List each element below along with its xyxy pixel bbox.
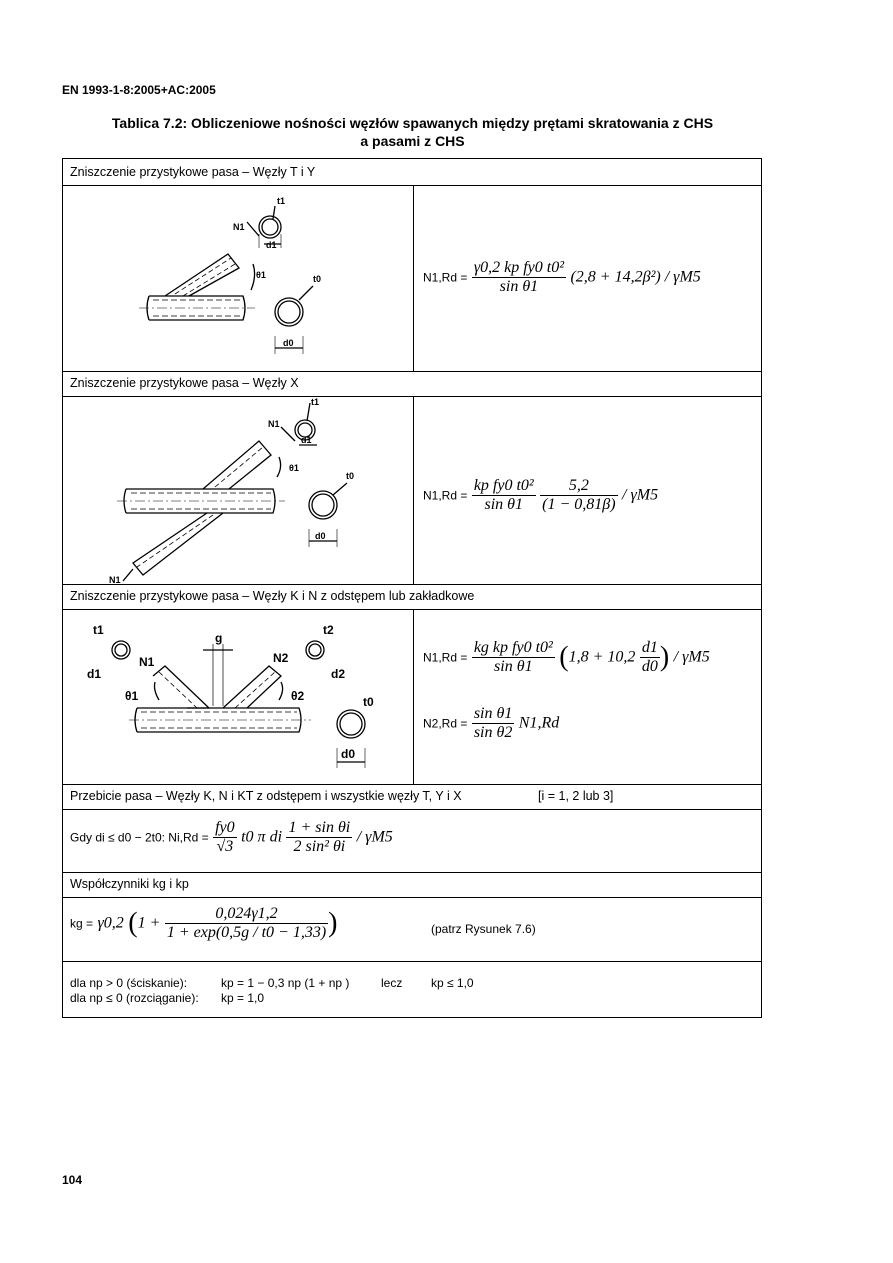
section-ty-joints: Zniszczenie przystykowe pasa – Węzły T i Y bbox=[70, 165, 316, 179]
rule bbox=[63, 584, 761, 585]
punching-index-note: [i = 1, 2 lub 3] bbox=[538, 789, 614, 803]
rule bbox=[63, 784, 761, 785]
formula-numerator: kg kp fy0 t0² bbox=[473, 639, 553, 656]
formula-kn-n1: N1,Rd = $\frac{\text{kg kp fy0 t0²}}{\text{sin θ1}}$ (1,8 + 10,2 $\frac{d1}{d0}$ ) / γM5 bbox=[423, 639, 710, 675]
kp-row1-condition: dla np > 0 (ściskanie): bbox=[70, 976, 188, 990]
column-divider bbox=[413, 185, 414, 371]
kp-row1-but: lecz bbox=[381, 976, 403, 990]
label-d0: d0 bbox=[315, 531, 326, 541]
label-n1-lower: N1 bbox=[109, 575, 121, 584]
x-joint-diagram bbox=[63, 397, 413, 584]
rule bbox=[63, 371, 761, 372]
kp-row2-value: kp = 1,0 bbox=[221, 991, 265, 1005]
table-title-line2: a pasami z CHS bbox=[360, 133, 465, 149]
formula-numerator: 0,024γ1,2 bbox=[215, 905, 278, 922]
label-d1: d1 bbox=[87, 667, 102, 681]
label-theta1: θ1 bbox=[256, 270, 266, 280]
rule bbox=[63, 872, 761, 873]
section-punching-shear: Przebicie pasa – Węzły K, N i KT z odstępem i wszystkie węzły T, Y i X bbox=[70, 789, 462, 803]
formula-paren-content: 1,8 + 10,2 bbox=[568, 648, 636, 666]
label-d2: d2 bbox=[331, 667, 346, 681]
kg-note: (patrz Rysunek 7.6) bbox=[431, 922, 536, 936]
formula-one: 1 + bbox=[137, 914, 161, 932]
brace-tube bbox=[165, 254, 239, 296]
label-g: g bbox=[215, 631, 223, 645]
formula-kg: kg = γ0,2 (1 + $\frac{0,024\gamma 1,2}{1 + \exp(0,5g / t0 - 1,33)}$ ) bbox=[70, 905, 338, 941]
formula-denominator: 1 + exp(0,5g / t0 − 1,33) bbox=[166, 924, 327, 941]
formula-denominator: d0 bbox=[641, 658, 658, 675]
kp-row1-limit: kp ≤ 1,0 bbox=[431, 976, 474, 990]
formula-condition: Gdy di ≤ d0 − 2t0: Ni,Rd = bbox=[70, 830, 209, 845]
formula-numerator: 1 + sin θi bbox=[288, 819, 351, 836]
kp-row1-value: kp = 1 − 0,3 np (1 + np ) bbox=[221, 976, 350, 990]
formula-lhs: kg = bbox=[70, 916, 94, 931]
formula-numerator: γ0,2 kp fy0 t0² bbox=[473, 259, 565, 276]
chord-section bbox=[275, 298, 303, 326]
section-kn-joints: Zniszczenie przystykowe pasa – Węzły K i N z odstępem lub zakładkowe bbox=[70, 589, 475, 603]
formula-gamma: γ0,2 bbox=[97, 914, 124, 932]
formula-tail: (2,8 + 14,2β²) / γM5 bbox=[570, 268, 701, 286]
formula-kn-n2 bbox=[423, 705, 559, 742]
formula-denominator: (1 − 0,81β) bbox=[542, 496, 616, 513]
formula-middle: t0 π di bbox=[241, 828, 283, 846]
formula-denominator: sin θ2 bbox=[473, 724, 513, 741]
resistance-table bbox=[62, 158, 762, 1018]
label-n1: N1 bbox=[233, 222, 245, 232]
label-t1: t1 bbox=[93, 623, 104, 637]
document-header: EN 1993-1-8:2005+AC:2005 bbox=[62, 83, 216, 97]
column-divider bbox=[413, 609, 414, 784]
page-number: 104 bbox=[62, 1173, 83, 1187]
formula-tail: / γM5 bbox=[356, 828, 393, 846]
label-t0: t0 bbox=[346, 471, 355, 481]
formula-numerator: 5,2 bbox=[568, 477, 589, 494]
formula-tail: / γM5 bbox=[622, 486, 659, 504]
formula-lhs: N1,Rd = bbox=[423, 270, 468, 285]
label-theta1: θ1 bbox=[125, 689, 139, 703]
label-t1: t1 bbox=[277, 196, 286, 206]
formula-denominator: sin θ1 bbox=[472, 657, 555, 676]
formula-ty bbox=[423, 259, 701, 296]
label-t1: t1 bbox=[311, 397, 320, 407]
label-d0: d0 bbox=[283, 338, 294, 348]
column-divider bbox=[413, 396, 414, 584]
label-n1: N1 bbox=[268, 419, 280, 429]
kp-row2-condition: dla np ≤ 0 (rozciąganie): bbox=[70, 991, 199, 1005]
rule bbox=[63, 809, 761, 810]
formula-x bbox=[423, 477, 658, 514]
table-title-line1: Tablica 7.2: Obliczeniowe nośności węzłów spawanych między prętami skratowania z CHS bbox=[111, 115, 714, 131]
formula-denominator: sin θ1 bbox=[472, 277, 566, 296]
rule bbox=[63, 897, 761, 898]
formula-tail: / γM5 bbox=[673, 648, 710, 666]
table-title bbox=[62, 114, 763, 150]
label-d1: d1 bbox=[266, 240, 277, 250]
formula-numerator: fy0 bbox=[215, 819, 235, 836]
label-t2: t2 bbox=[323, 623, 334, 637]
label-theta2: θ2 bbox=[291, 689, 305, 703]
formula-numerator: d1 bbox=[641, 639, 658, 656]
formula-lhs: N2,Rd = bbox=[423, 716, 468, 731]
formula-lhs: N1,Rd = bbox=[423, 650, 468, 665]
formula-denominator: sin θ1 bbox=[472, 495, 536, 514]
formula-numerator: kp fy0 t0² bbox=[473, 477, 534, 494]
section-coefficients: Współczynniki kg i kp bbox=[70, 877, 189, 891]
formula-numerator: sin θ1 bbox=[473, 705, 513, 722]
formula-lhs: N1,Rd = bbox=[423, 488, 468, 503]
formula-punching bbox=[70, 819, 393, 856]
formula-denominator: √3 bbox=[213, 837, 237, 856]
formula-denominator: 2 sin² θi bbox=[286, 837, 352, 856]
rule bbox=[63, 961, 761, 962]
ty-joint-diagram bbox=[63, 186, 413, 371]
section-x-joints: Zniszczenie przystykowe pasa – Węzły X bbox=[70, 376, 299, 390]
label-n2: N2 bbox=[273, 651, 289, 665]
label-t0: t0 bbox=[313, 274, 322, 284]
kn-joint-diagram bbox=[63, 610, 413, 784]
formula-tail: N1,Rd bbox=[518, 714, 560, 732]
label-t0: t0 bbox=[363, 695, 374, 709]
label-n1: N1 bbox=[139, 655, 155, 669]
label-theta1: θ1 bbox=[289, 463, 299, 473]
label-d0: d0 bbox=[341, 747, 356, 761]
label-d1: d1 bbox=[301, 435, 312, 445]
